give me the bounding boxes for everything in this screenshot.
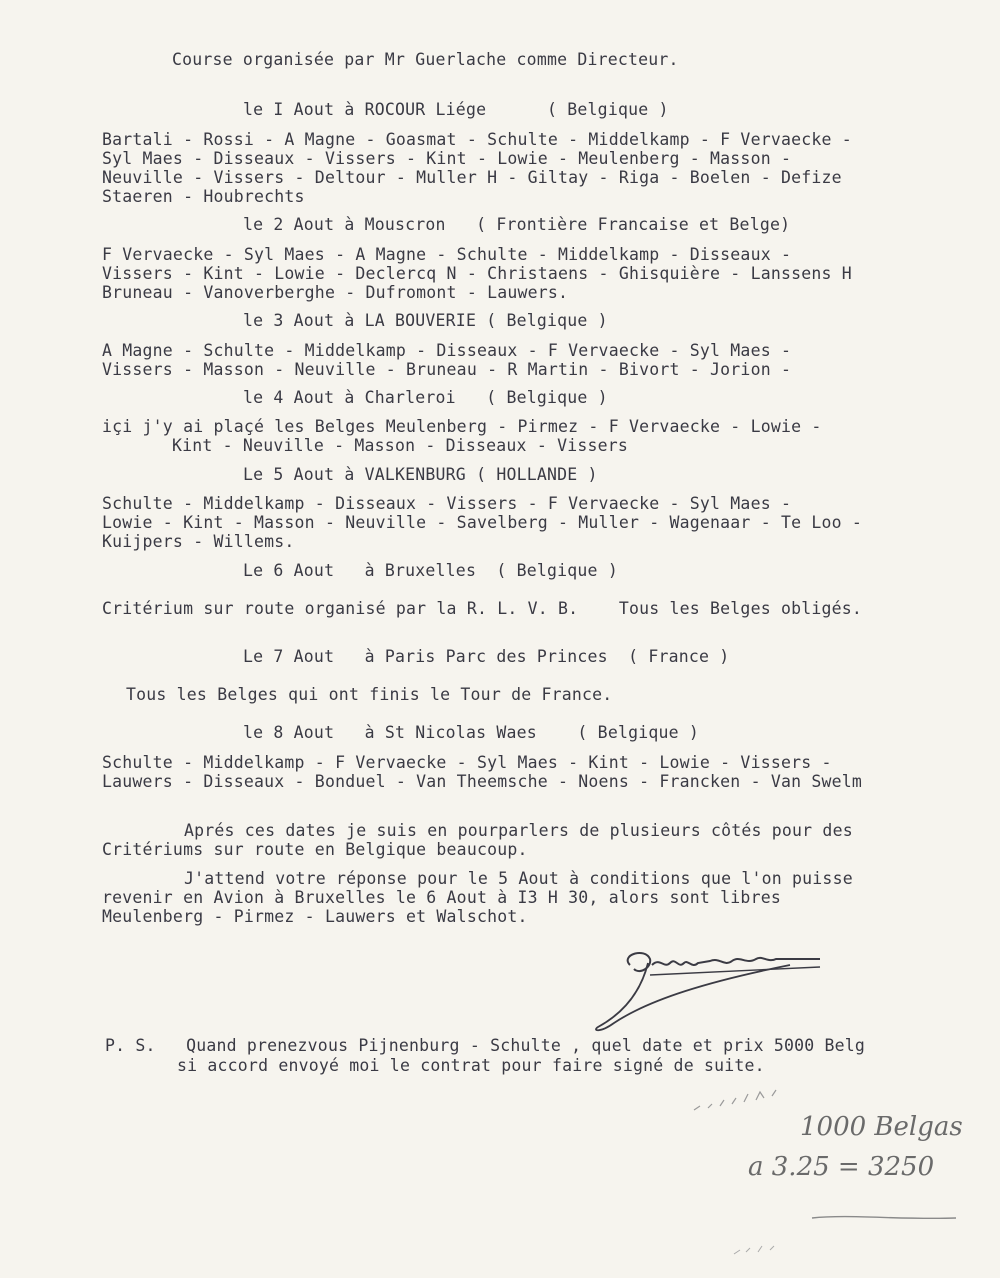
rider-line: içi j'y ai plaçé les Belges Meulenberg - Pirmez - F Vervaecke - Lowie - (102, 417, 822, 436)
postscript-line: si accord envoyé moi le contrat pour faire signé de suite. (177, 1056, 765, 1075)
paragraph-line: Aprés ces dates je suis en pourparlers de plusieurs côtés pour des (184, 821, 853, 840)
race-date: Le 6 Aout à Bruxelles ( Belgique ) (243, 561, 618, 580)
race-date: Le 7 Aout à Paris Parc des Princes ( France ) (243, 647, 730, 666)
rider-line: Vissers - Kint - Lowie - Declercq N - Christaens - Ghisquière - Lanssens H (102, 264, 852, 283)
race-date: le 2 Aout à Mouscron ( Frontière Francaise et Belge) (243, 215, 791, 234)
race-date: le I Aout à ROCOUR Liége ( Belgique ) (243, 100, 669, 119)
rider-line: Lauwers - Disseaux - Bonduel - Van Theemsche - Noens - Francken - Van Swelm (102, 772, 863, 791)
handwritten-note: a 3.25 = 3250 (748, 1152, 935, 1182)
rider-line: Bartali - Rossi - A Magne - Goasmat - Schulte - Middelkamp - F Vervaecke - (102, 130, 852, 149)
rider-line: Staeren - Houbrechts (102, 187, 305, 206)
race-date: le 3 Aout à LA BOUVERIE ( Belgique ) (243, 311, 608, 330)
rider-line: Schulte - Middelkamp - Disseaux - Vissers - F Vervaecke - Syl Maes - (102, 494, 792, 513)
race-date: le 8 Aout à St Nicolas Waes ( Belgique ) (243, 723, 700, 742)
paragraph-line: revenir en Avion à Bruxelles le 6 Aout à I3 H 30, alors sont libres (102, 888, 781, 907)
rider-line: Schulte - Middelkamp - F Vervaecke - Syl Maes - Kint - Lowie - Vissers - (102, 753, 832, 772)
rider-line: Vissers - Masson - Neuville - Bruneau - R Martin - Bivort - Jorion - (102, 360, 792, 379)
rider-line: Kint - Neuville - Masson - Disseaux - Vissers (172, 436, 629, 455)
rider-line: A Magne - Schulte - Middelkamp - Disseaux - F Vervaecke - Syl Maes - (102, 341, 792, 360)
paragraph-line: Meulenberg - Pirmez - Lauwers et Walschot. (102, 907, 528, 926)
signature (590, 935, 850, 1035)
letter-heading: Course organisée par Mr Guerlache comme Directeur. (172, 50, 679, 69)
rider-line: Bruneau - Vanoverberghe - Dufromont - Lauwers. (102, 283, 569, 302)
race-note: Critérium sur route organisé par la R. L. V. B. Tous les Belges obligés. (102, 599, 863, 618)
race-note: Tous les Belges qui ont finis le Tour de France. (126, 685, 613, 704)
paragraph-line: Critériums sur route en Belgique beaucoup. (102, 840, 528, 859)
pencil-scribble (730, 1240, 820, 1260)
rider-line: Lowie - Kint - Masson - Neuville - Savelberg - Muller - Wagenaar - Te Loo - (102, 513, 863, 532)
paragraph-line: J'attend votre réponse pour le 5 Aout à conditions que l'on puisse (184, 869, 853, 888)
rider-line: Neuville - Vissers - Deltour - Muller H - Giltay - Riga - Boelen - Defize (102, 168, 842, 187)
pencil-scribble (690, 1080, 800, 1120)
rider-line: F Vervaecke - Syl Maes - A Magne - Schulte - Middelkamp - Disseaux - (102, 245, 792, 264)
race-date: Le 5 Aout à VALKENBURG ( HOLLANDE ) (243, 465, 598, 484)
rider-line: Kuijpers - Willems. (102, 532, 295, 551)
rider-line: Syl Maes - Disseaux - Vissers - Kint - Lowie - Meulenberg - Masson - (102, 149, 792, 168)
race-date: le 4 Aout à Charleroi ( Belgique ) (243, 388, 608, 407)
pencil-underline (810, 1210, 960, 1226)
handwritten-note: 1000 Belgas (800, 1112, 963, 1142)
postscript-line: P. S. Quand prenezvous Pijnenburg - Schulte , quel date et prix 5000 Belg (105, 1036, 866, 1055)
